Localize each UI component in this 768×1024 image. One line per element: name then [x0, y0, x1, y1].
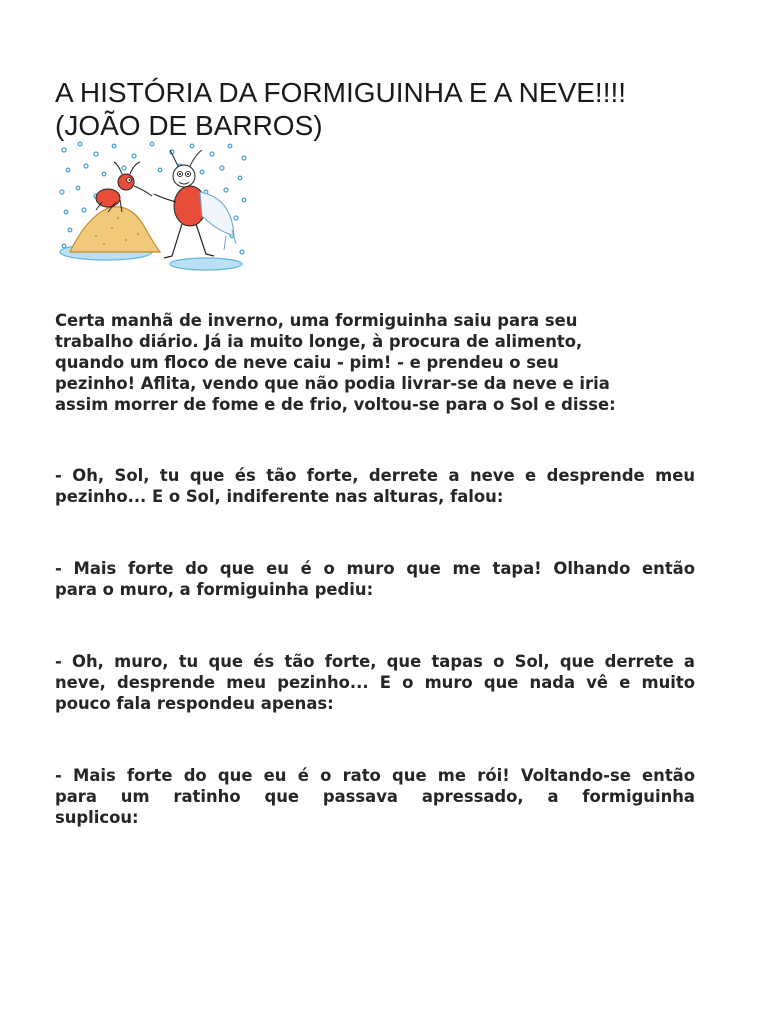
story-paragraph — [55, 310, 695, 415]
ant-and-cricket-in-snow-illustration — [56, 140, 250, 276]
story-paragraph — [55, 765, 695, 828]
paragraph-line: para um ratinho que passava apressado, a formiguinha — [55, 787, 695, 806]
paragraph-line: para o muro, a formiguinha pediu: — [55, 580, 374, 599]
title-line: (JOÃO DE BARROS) — [55, 110, 323, 141]
paragraph-line: assim morrer de fome e de frio, voltou-se para o Sol e disse: — [55, 395, 616, 414]
paragraph-line: Certa manhã de inverno, uma formiguinha saiu para seu — [55, 311, 578, 330]
paragraph-line: suplicou: — [55, 808, 139, 827]
story-paragraph — [55, 651, 695, 714]
paragraph-line: - Oh, muro, tu que és tão forte, que tapas o Sol, que derrete a — [55, 652, 695, 671]
paragraph-line: pezinho! Aflita, vendo que não podia livrar-se da neve e iria — [55, 374, 610, 393]
paragraph-line: quando um floco de neve caiu - pim! - e prendeu o seu — [55, 353, 559, 372]
paragraph-line: pezinho... E o Sol, indiferente nas alturas, falou: — [55, 487, 504, 506]
paragraph-line: - Oh, Sol, tu que és tão forte, derrete a neve e desprende meu — [55, 466, 695, 485]
paragraph-line: trabalho diário. Já ia muito longe, à procura de alimento, — [55, 332, 583, 351]
paragraph-line: pouco fala respondeu apenas: — [55, 694, 334, 713]
paragraph-line: - Mais forte do que eu é o rato que me rói! Voltando-se então — [55, 766, 695, 785]
paragraph-line: neve, desprende meu pezinho... E o muro que nada vê e muito — [55, 673, 695, 692]
story-paragraph — [55, 465, 695, 507]
title-line: A HISTÓRIA DA FORMIGUINHA E A NEVE!!!! — [55, 77, 627, 108]
document-title — [55, 76, 735, 142]
story-paragraph — [55, 558, 695, 600]
paragraph-line: - Mais forte do que eu é o muro que me tapa! Olhando então — [55, 559, 695, 578]
